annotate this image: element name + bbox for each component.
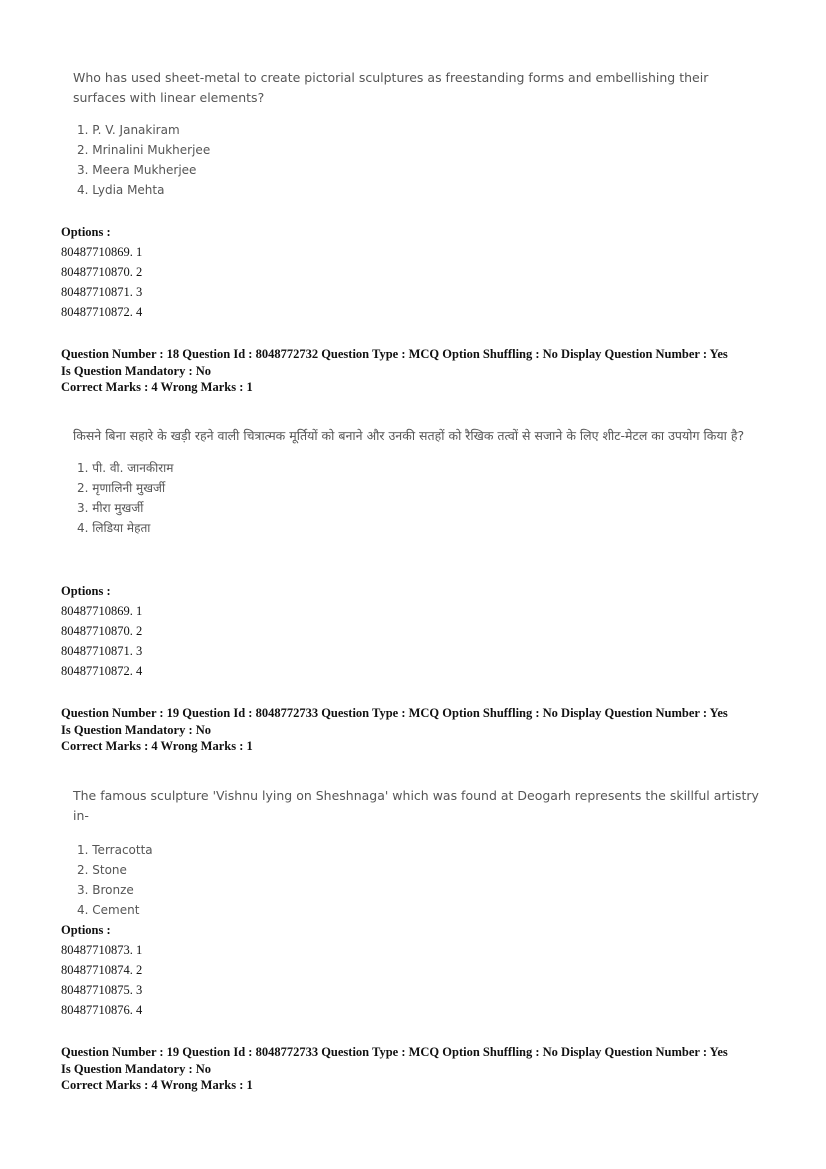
option-row: 80487710873. 1 xyxy=(61,943,143,957)
question-19-header xyxy=(61,705,728,755)
option-row: 80487710870. 2 xyxy=(61,265,143,279)
option-row: 80487710875. 3 xyxy=(61,983,143,997)
question-17-choices xyxy=(77,120,763,200)
option-row: 80487710871. 3 xyxy=(61,644,143,658)
question-18-header xyxy=(61,346,728,396)
question-mandatory-line: Is Question Mandatory : No xyxy=(61,363,212,378)
choice-item: 4. Cement xyxy=(77,903,140,917)
question-info-line: Question Number : 19 Question Id : 8048772733 Question Type : MCQ Option Shuffling : No Display Question Number : Yes xyxy=(61,706,728,720)
question-19-block xyxy=(73,786,763,920)
option-row: 80487710871. 3 xyxy=(61,285,143,299)
choice-item: 4. लिडिया मेहता xyxy=(77,521,151,535)
choice-item: 1. Terracotta xyxy=(77,843,153,857)
option-row: 80487710869. 1 xyxy=(61,604,143,618)
question-17-text: Who has used sheet-metal to create pictorial sculptures as freestanding forms and embellishing their surfaces with linear elements? xyxy=(73,70,709,105)
question-marks-line: Correct Marks : 4 Wrong Marks : 1 xyxy=(61,1078,253,1092)
question-19-text: The famous sculpture 'Vishnu lying on Sheshnaga' which was found at Deogarh represents the skillful artistry in- xyxy=(73,788,759,823)
question-19-choices xyxy=(77,840,763,920)
options-label: Options : xyxy=(61,225,111,239)
option-row: 80487710872. 4 xyxy=(61,305,143,319)
option-row: 80487710874. 2 xyxy=(61,963,143,977)
option-row: 80487710872. 4 xyxy=(61,664,143,678)
option-row: 80487710869. 1 xyxy=(61,245,143,259)
question-info-line: Question Number : 18 Question Id : 8048772732 Question Type : MCQ Option Shuffling : No Display Question Number : Yes xyxy=(61,347,728,361)
question-mandatory-line: Is Question Mandatory : No xyxy=(61,722,212,737)
question-info-line: Question Number : 19 Question Id : 8048772733 Question Type : MCQ Option Shuffling : No Display Question Number : Yes xyxy=(61,1045,728,1059)
option-row: 80487710876. 4 xyxy=(61,1003,143,1017)
option-row: 80487710870. 2 xyxy=(61,624,143,638)
choice-item: 3. मीरा मुखर्जी xyxy=(77,501,144,515)
choice-item: 2. Stone xyxy=(77,863,127,877)
question-18-options xyxy=(61,581,142,681)
question-18-text: किसने बिना सहारे के खड़ी रहने वाली चित्रात्मक मूर्तियों को बनाने और उनकी सतहों को रैखिक तत्वों से सजाने के लिए शीट-मेटल का उपयोग किया है? xyxy=(73,428,745,443)
options-label: Options : xyxy=(61,923,111,937)
choice-item: 1. P. V. Janakiram xyxy=(77,123,180,137)
choice-item: 1. पी. वी. जानकीराम xyxy=(77,461,174,475)
options-label: Options : xyxy=(61,584,111,598)
choice-item: 4. Lydia Mehta xyxy=(77,183,165,197)
choice-item: 2. Mrinalini Mukherjee xyxy=(77,143,211,157)
question-marks-line: Correct Marks : 4 Wrong Marks : 1 xyxy=(61,380,253,394)
choice-item: 3. Meera Mukherjee xyxy=(77,163,197,177)
question-17-options xyxy=(61,222,142,322)
question-17-block xyxy=(73,68,763,200)
choice-item: 3. Bronze xyxy=(77,883,134,897)
question-18-choices xyxy=(77,458,763,538)
question-19-options xyxy=(61,920,142,1020)
question-18-block xyxy=(73,426,763,538)
choice-item: 2. मृणालिनी मुखर्जी xyxy=(77,481,166,495)
question-mandatory-line: Is Question Mandatory : No xyxy=(61,1061,212,1076)
question-19b-header xyxy=(61,1044,728,1094)
question-marks-line: Correct Marks : 4 Wrong Marks : 1 xyxy=(61,739,253,753)
